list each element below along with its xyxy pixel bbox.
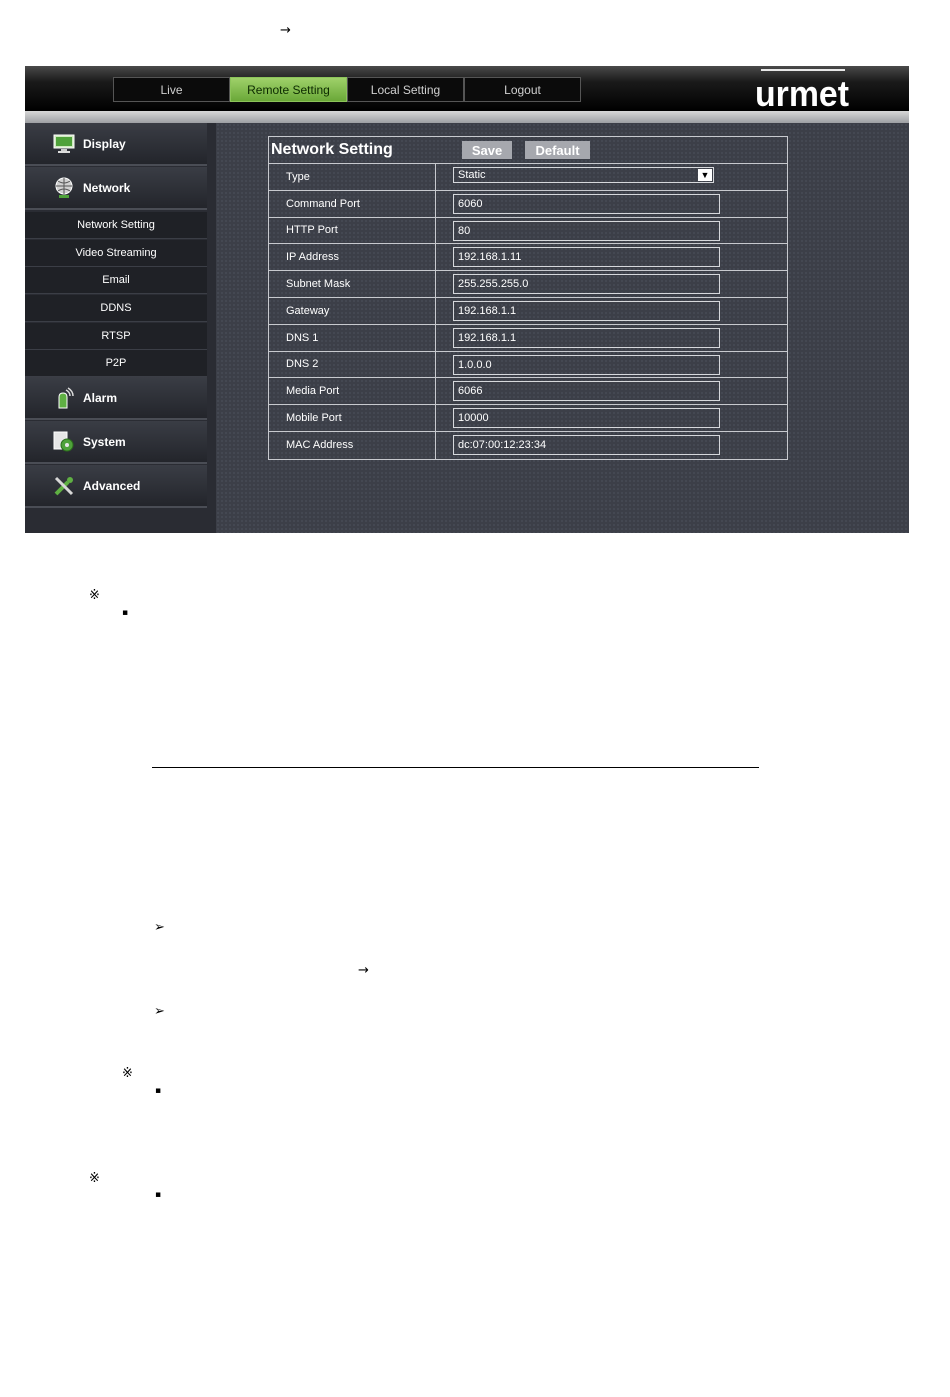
form-row-subnet-mask bbox=[269, 271, 787, 298]
field-label: Mobile Port bbox=[269, 405, 436, 431]
horizontal-rule bbox=[152, 767, 759, 768]
field-value-cell bbox=[436, 218, 787, 244]
sidebar-subitem-p2p[interactable]: P2P bbox=[25, 350, 207, 377]
mac-address-input[interactable]: dc:07:00:12:23:34 bbox=[453, 435, 720, 455]
sidebar-subitem-email[interactable]: Email bbox=[25, 267, 207, 294]
field-label: IP Address bbox=[269, 244, 436, 270]
field-value-cell bbox=[436, 325, 787, 351]
svg-text:urmet: urmet bbox=[755, 73, 849, 110]
field-value-cell bbox=[436, 378, 787, 404]
field-label: Type bbox=[269, 164, 436, 190]
default-button[interactable]: Default bbox=[525, 141, 590, 159]
form-row-command-port bbox=[269, 191, 787, 218]
note-mark-icon: ※ bbox=[89, 1171, 100, 1186]
subnet-mask-input[interactable]: 255.255.255.0 bbox=[453, 274, 720, 294]
field-label: HTTP Port bbox=[269, 218, 436, 244]
sidebar-item-display[interactable] bbox=[25, 123, 207, 166]
form-row-mac-address bbox=[269, 432, 787, 459]
dns-2-input[interactable]: 1.0.0.0 bbox=[453, 355, 720, 375]
globe-icon bbox=[53, 177, 75, 199]
http-port-input[interactable]: 80 bbox=[453, 221, 720, 241]
field-label: MAC Address bbox=[269, 432, 436, 459]
sidebar bbox=[25, 123, 216, 533]
header-divider-strip bbox=[25, 111, 909, 123]
field-value-cell bbox=[436, 432, 787, 459]
dns-1-input[interactable]: 192.168.1.1 bbox=[453, 328, 720, 348]
system-icon bbox=[53, 431, 75, 453]
tab-live[interactable]: Live bbox=[113, 77, 230, 102]
tools-icon bbox=[53, 475, 75, 497]
form-row-http-port bbox=[269, 218, 787, 245]
sidebar-item-alarm[interactable] bbox=[25, 377, 207, 420]
form-row-ip-address bbox=[269, 244, 787, 271]
field-label: Subnet Mask bbox=[269, 271, 436, 297]
type-select-value: Static bbox=[458, 169, 486, 181]
field-label: Command Port bbox=[269, 191, 436, 217]
bullet-icon: ▪ bbox=[155, 1190, 162, 1200]
sidebar-item-label: Network bbox=[83, 180, 131, 195]
monitor-icon bbox=[53, 133, 75, 155]
field-label: DNS 2 bbox=[269, 352, 436, 378]
urmet-logo bbox=[753, 68, 851, 110]
sidebar-item-label: Advanced bbox=[83, 478, 141, 493]
form-row-type bbox=[269, 164, 787, 191]
command-port-input[interactable]: 6060 bbox=[453, 194, 720, 214]
field-label: Media Port bbox=[269, 378, 436, 404]
field-value-cell bbox=[436, 405, 787, 431]
save-button[interactable]: Save bbox=[462, 141, 512, 159]
sidebar-subitem-video-streaming[interactable]: Video Streaming bbox=[25, 240, 207, 267]
sidebar-item-network[interactable] bbox=[25, 167, 207, 210]
note-mark-icon: ※ bbox=[122, 1066, 133, 1081]
bullet-icon: ▪ bbox=[122, 608, 129, 618]
type-select[interactable] bbox=[453, 167, 714, 183]
sidebar-subitem-rtsp[interactable]: RTSP bbox=[25, 323, 207, 350]
field-value-cell bbox=[436, 244, 787, 270]
network-setting-form bbox=[268, 136, 788, 460]
form-row-dns-1 bbox=[269, 325, 787, 352]
tab-local-setting[interactable]: Local Setting bbox=[347, 77, 464, 102]
gateway-input[interactable]: 192.168.1.1 bbox=[453, 301, 720, 321]
form-row-mobile-port bbox=[269, 405, 787, 432]
arrow-right-icon: → bbox=[280, 23, 291, 38]
sidebar-item-label: Display bbox=[83, 136, 126, 151]
field-value-cell bbox=[436, 271, 787, 297]
tab-remote-setting[interactable]: Remote Setting bbox=[230, 77, 347, 102]
mobile-port-input[interactable]: 10000 bbox=[453, 408, 720, 428]
dvr-web-client bbox=[25, 66, 909, 533]
sidebar-item-system[interactable] bbox=[25, 421, 207, 464]
field-value-cell bbox=[436, 352, 787, 378]
field-value-cell bbox=[436, 191, 787, 217]
form-title: Network Setting bbox=[271, 141, 393, 158]
top-navigation-bar bbox=[25, 66, 909, 111]
media-port-input[interactable]: 6066 bbox=[453, 381, 720, 401]
field-value-cell bbox=[436, 164, 787, 190]
arrowhead-icon: ➢ bbox=[154, 1004, 165, 1019]
sidebar-item-label: Alarm bbox=[83, 390, 118, 405]
arrowhead-icon: ➢ bbox=[154, 920, 165, 935]
note-mark-icon: ※ bbox=[89, 588, 100, 603]
ip-address-input[interactable]: 192.168.1.11 bbox=[453, 247, 720, 267]
alarm-icon bbox=[53, 387, 75, 409]
sidebar-subitem-ddns[interactable]: DDNS bbox=[25, 295, 207, 322]
field-value-cell bbox=[436, 298, 787, 324]
form-row-dns-2 bbox=[269, 352, 787, 379]
sidebar-item-advanced[interactable] bbox=[25, 465, 207, 508]
sidebar-subitem-network-setting[interactable]: Network Setting bbox=[25, 212, 207, 239]
field-label: DNS 1 bbox=[269, 325, 436, 351]
field-label: Gateway bbox=[269, 298, 436, 324]
form-row-media-port bbox=[269, 378, 787, 405]
chevron-down-icon[interactable]: ▼ bbox=[698, 169, 712, 181]
bullet-icon: ▪ bbox=[155, 1086, 162, 1096]
sidebar-item-label: System bbox=[83, 434, 126, 449]
nav-tabs bbox=[113, 77, 581, 102]
form-row-gateway bbox=[269, 298, 787, 325]
tab-logout[interactable]: Logout bbox=[464, 77, 581, 102]
form-header bbox=[269, 137, 787, 164]
arrow-right-icon: → bbox=[358, 963, 369, 978]
